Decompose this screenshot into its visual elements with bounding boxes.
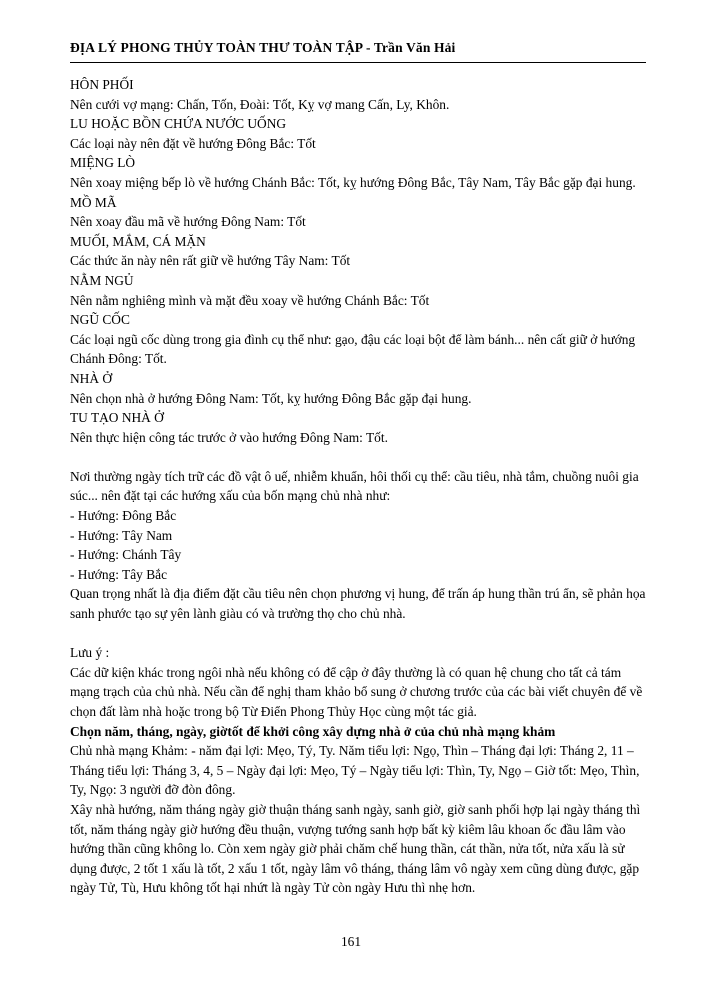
section-body-mo-ma: Nên xoay đầu mã về hướng Đông Nam: Tốt <box>70 214 306 230</box>
page-header: ĐỊA LÝ PHONG THỦY TOÀN THƯ TOÀN TẬP - Trần Văn Hải <box>70 40 456 55</box>
paragraph-other-data: Các dữ kiện khác trong ngôi nhà nếu không có để cập ở đây thường là có quan hệ chung cho tất cả tám mạng trạch của chủ nhà. Nếu cần để nghị tham khảo bổ sung ở chương trước của các bài viết chuyên để về chọn đất làm nhà hoặc trong bộ Từ Điển Phong Thủy Học cùng một tác giả. <box>70 664 643 719</box>
subheading-choose-date: Chọn năm, tháng, ngày, giờtốt để khởi công xây dựng nhà ở của chủ nhà mạng khảm <box>70 723 556 739</box>
section-title-muoi-mam-ca-man: MUỐI, MẮM, CÁ MẶN <box>70 233 206 249</box>
direction-item-4: - Hướng: Tây Bắc <box>70 566 168 582</box>
section-title-nam-ngu: NẰM NGỦ <box>70 272 134 288</box>
section-title-mieng-lo: MIỆNG LÒ <box>70 155 136 171</box>
section-title-hon-phoi: HÔN PHỐI <box>70 77 134 92</box>
section-body-tu-tao-nha-o: Nên thực hiện công tác trước ở vào hướng Đông Nam: Tốt. <box>70 429 388 445</box>
section-body-nam-ngu: Nên nằm nghiêng mình và mặt đều xoay về hướng Chánh Bắc: Tốt <box>70 292 430 308</box>
section-body-lu-bon-chua-nuoc: Các loại này nên đặt về hướng Đông Bắc: Tốt <box>70 135 316 151</box>
paragraph-spacer-2 <box>70 624 646 644</box>
section-body-mieng-lo: Nên xoay miệng bếp lò về hướng Chánh Bắc: Tốt, kỵ hướng Đông Bắc, Tây Nam, Tây Bắc gặp đại hung. <box>70 174 636 190</box>
page-number: 161 <box>340 934 362 949</box>
section-title-nha-o: NHÀ Ở <box>70 370 113 386</box>
direction-item-2: - Hướng: Tây Nam <box>70 527 173 543</box>
direction-item-1: - Hướng: Đông Bắc <box>70 508 177 524</box>
document-body <box>70 75 646 898</box>
section-title-tu-tao-nha-o: TU TẠO NHÀ Ở <box>70 410 164 426</box>
section-title-ngu-coc: NGŨ CỐC <box>70 312 130 328</box>
paragraph-toilet-placement: Quan trọng nhất là địa điểm đặt cầu tiêu nên chọn phương vị hung, để trấn áp hung thần trú ẩn, sẽ phản họa sanh phước tạo sự yên lành giàu có và trường thọ cho chủ nhà. <box>70 586 646 622</box>
header-divider <box>70 62 646 63</box>
section-title-mo-ma: MỒ MÃ <box>70 194 117 210</box>
section-body-ngu-coc: Các loại ngũ cốc dùng trong gia đình cụ thể như: gạo, đậu các loại bột để làm bánh... nên cất giữ ở hướng Chánh Đông: Tốt. <box>70 331 636 367</box>
paragraph-building-notes: Xây nhà hướng, năm tháng ngày giờ thuận tháng sanh ngày, sanh giờ, giờ sanh phối hợp lại ngày tháng thì tốt, năm tháng ngày giờ hướng đều thuận, vượng tướng sanh hợp bất kỳ kiêm lâu khoan ốc đầu lâm vào hướng thần cũng không lo. Còn xem ngày giờ phải chăm chế hung thần, cát thần, nửa tốt, nửa xấu là sử dụng được, 2 tốt 1 xấu là tốt, 2 xấu 1 tốt, ngày lâm vô tháng, tháng lâm vô ngày xem cũng dùng được, gặp ngày Tử, Tù, Hưu không tốt hại nhứt là ngày Tử còn ngày Hưu thì nhẹ hơn. <box>70 801 641 896</box>
section-body-hon-phoi: Nên cưới vợ mạng: Chấn, Tốn, Đoài: Tốt, Kỵ vợ mang Cấn, Ly, Khôn. <box>70 96 450 112</box>
paragraph-kham-dates: Chủ nhà mạng Khảm: - năm đại lợi: Mẹo, Tý, Ty. Năm tiểu lợi: Ngọ, Thìn – Tháng đại lợi: Tháng 2, 11 – Tháng tiểu lợi: Tháng 3, 4, 5 – Ngày đại lợi: Mẹo, Tý – Ngày tiểu lợi: Thìn, Ty, Ngọ – Giờ tốt: Mẹo, Thìn, Ty, Ngọ: 3 người đỡ đòn đông. <box>70 743 640 798</box>
section-title-lu-bon-chua-nuoc: LU HOẶC BỒN CHỨA NƯỚC UỐNG <box>70 116 287 132</box>
section-body-nha-o: Nên chọn nhà ở hướng Đông Nam: Tốt, kỵ hướng Đông Bắc gặp đại hung. <box>70 390 472 406</box>
direction-item-3: - Hướng: Chánh Tây <box>70 547 182 563</box>
section-body-muoi-mam-ca-man: Các thức ăn này nên rất giữ về hướng Tây Nam: Tốt <box>70 253 351 269</box>
paragraph-unclean-places: Nơi thường ngày tích trữ các đồ vật ô uế, nhiễm khuẩn, hôi thối cụ thể: cầu tiêu, nhà tắm, chuồng nuôi gia súc... nên đặt tại các hướng xấu của bốn mạng chủ nhà như: <box>70 468 639 504</box>
paragraph-spacer-1 <box>70 447 646 467</box>
note-label: Lưu ý : <box>70 645 110 661</box>
